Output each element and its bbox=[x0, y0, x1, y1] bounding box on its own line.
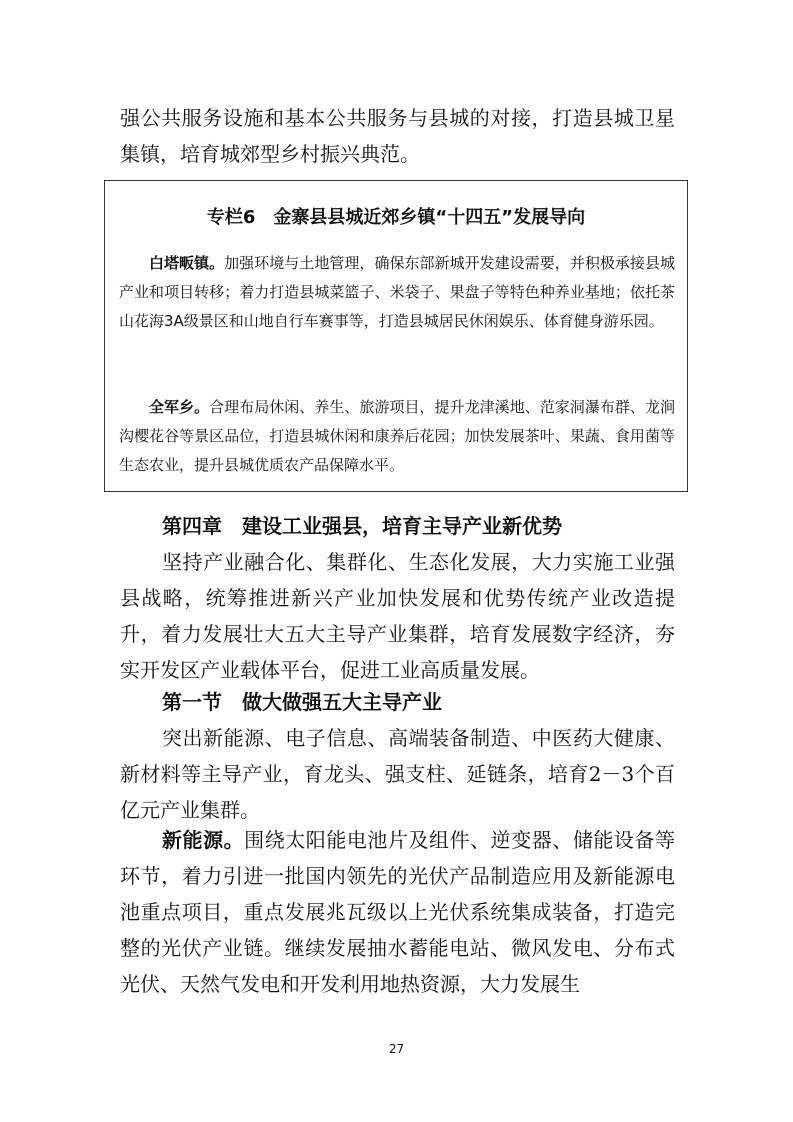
column-box bbox=[104, 180, 688, 492]
column-entry-quanjun bbox=[119, 393, 675, 480]
page-number: 27 bbox=[388, 1042, 405, 1056]
column-entry-text: 合理布局休闲、养生、旅游项目，提升龙津溪地、范家洞瀑布群、龙涧沟樱花谷等景区品位，打造县城休闲和康养后花园；加快发展茶叶、果蔬、食用菌等生态农业，提升县城优质农产品保障水平。 bbox=[119, 398, 675, 474]
column-box-title: 专栏6 金寨县县城近郊乡镇“十四五”发展导向 bbox=[206, 207, 586, 228]
new-energy-text: 围绕太阳能电池片及组件、逆变器、储能设备等环节，着力引进一批国内领先的光伏产品制造应用及新能源电池重点项目，重点发展兆瓦级以上光伏系统集成装备，打造完整的光伏产业链。继续发展抽水蓄能电站、微风发电、分布式光伏、天然气发电和开发利用地热资源，大力发展生 bbox=[120, 828, 676, 996]
column-entry-lead: 全军乡。 bbox=[149, 398, 210, 416]
column-entry-text: 加强环境与土地管理，确保东部新城开发建设需要，并积极承接县城产业和项目转移；着力打造县城菜篮子、米袋子、果盘子等特色种养业基地；依托茶山花海3A级景区和山地自行车赛事等，打造县城居民休闲娱乐、体育健身游乐园。 bbox=[119, 254, 675, 330]
new-energy-lead: 新能源。 bbox=[162, 828, 245, 852]
section-paragraph: 突出新能源、电子信息、高端装备制造、中医药大健康、新材料等主导产业，育龙头、强支柱、延链条，培育2－3个百亿元产业集群。 bbox=[120, 726, 675, 822]
column-entry-baitafan bbox=[119, 249, 675, 336]
chapter-heading: 第四章 建设工业强县，培育主导产业新优势 bbox=[162, 514, 562, 538]
column-entry-lead: 白塔畈镇。 bbox=[149, 254, 225, 272]
new-energy-paragraph bbox=[120, 822, 675, 1002]
chapter-paragraph: 坚持产业融合化、集群化、生态化发展，大力实施工业强县战略，统筹推进新兴产业加快发展和优势传统产业改造提升，着力发展壮大五大主导产业集群，培育发展数字经济，夯实开发区产业载体平台，促进工业高质量发展。 bbox=[120, 550, 675, 682]
top-paragraph: 强公共服务设施和基本公共服务与县城的对接，打造县城卫星集镇，培育城郊型乡村振兴典范。 bbox=[120, 106, 675, 166]
section-heading: 第一节 做大做强五大主导产业 bbox=[162, 690, 442, 714]
